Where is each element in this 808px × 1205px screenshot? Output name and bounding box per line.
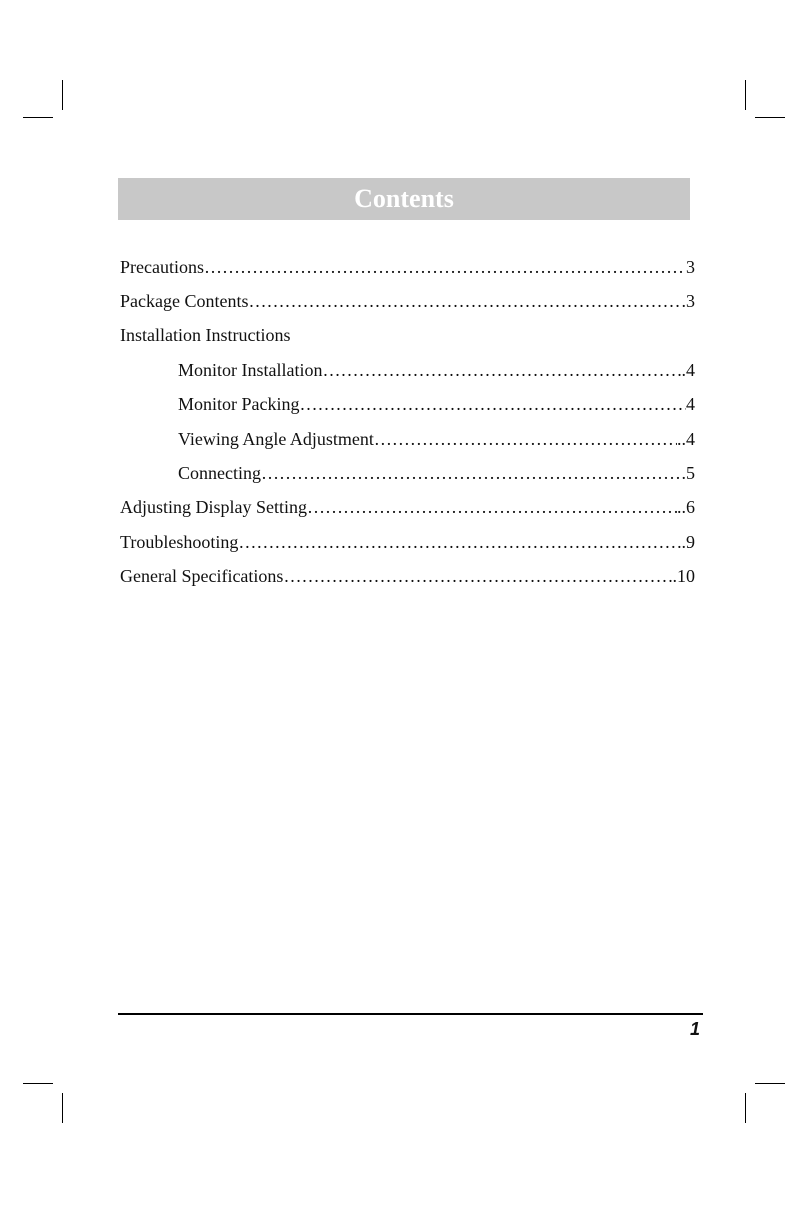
- toc-entry-label: Adjusting Display Setting: [120, 497, 308, 518]
- crop-mark-bottom-right-h: [755, 1083, 785, 1084]
- toc-entry-page: 4: [686, 394, 695, 415]
- crop-mark-bottom-left-v: [62, 1093, 63, 1123]
- toc-entry-label: Package Contents: [120, 291, 249, 312]
- crop-mark-top-left-h: [23, 117, 53, 118]
- toc-entry-page: .3: [681, 291, 695, 312]
- toc-leader-dots: [322, 360, 681, 381]
- footer-rule: [118, 1013, 703, 1015]
- crop-mark-top-right-v: [745, 80, 746, 110]
- toc-leader-dots: [300, 394, 687, 415]
- toc-entry-label: Monitor Packing: [178, 394, 300, 415]
- toc-entry-viewing-angle-adjustment[interactable]: [120, 422, 695, 456]
- toc-entry-troubleshooting[interactable]: [120, 525, 695, 559]
- toc-entry-page: 3: [686, 256, 695, 277]
- toc-leader-dots: [283, 566, 672, 587]
- toc-entry-general-specifications[interactable]: [120, 560, 695, 594]
- toc-entry-precautions[interactable]: [120, 250, 695, 284]
- crop-mark-bottom-right-v: [745, 1093, 746, 1123]
- toc-entry-label: Viewing Angle Adjustment: [178, 428, 374, 449]
- toc-entry-package-contents[interactable]: [120, 284, 695, 318]
- toc-entry-label: Installation Instructions: [120, 325, 291, 346]
- toc-entry-page: .10: [672, 566, 695, 587]
- toc-leader-dots: [238, 532, 681, 553]
- crop-mark-top-right-h: [755, 117, 785, 118]
- toc-entry-adjusting-display-setting[interactable]: [120, 491, 695, 525]
- toc-entry-installation-instructions[interactable]: [120, 319, 695, 353]
- toc-entry-label: Troubleshooting: [120, 531, 239, 552]
- crop-mark-top-left-v: [62, 80, 63, 110]
- toc-entry-label: Precautions: [120, 256, 204, 277]
- toc-entry-monitor-packing[interactable]: [120, 388, 695, 422]
- toc-entry-label: Connecting: [178, 463, 261, 484]
- toc-entry-connecting[interactable]: [120, 456, 695, 490]
- toc-entry-page: ..4: [677, 428, 695, 449]
- toc-leader-dots: [374, 429, 677, 450]
- page-number: 1: [689, 1019, 700, 1039]
- toc-leader-dots: [307, 497, 677, 518]
- toc-entry-monitor-installation[interactable]: [120, 353, 695, 387]
- toc-entry-label: General Specifications: [120, 566, 284, 587]
- toc-leader-dots: [248, 291, 681, 312]
- toc-entry-page: .9: [681, 531, 695, 552]
- toc-leader-dots: [261, 463, 682, 484]
- toc-entry-page: .5: [681, 463, 695, 484]
- toc-entry-page: ..6: [677, 497, 695, 518]
- toc-entry-label: Monitor Installation: [178, 359, 323, 380]
- page-title: Contents: [118, 178, 690, 220]
- crop-mark-bottom-left-h: [23, 1083, 53, 1084]
- table-of-contents: [120, 250, 695, 594]
- toc-leader-dots: [204, 257, 686, 278]
- toc-entry-page: .4: [681, 359, 695, 380]
